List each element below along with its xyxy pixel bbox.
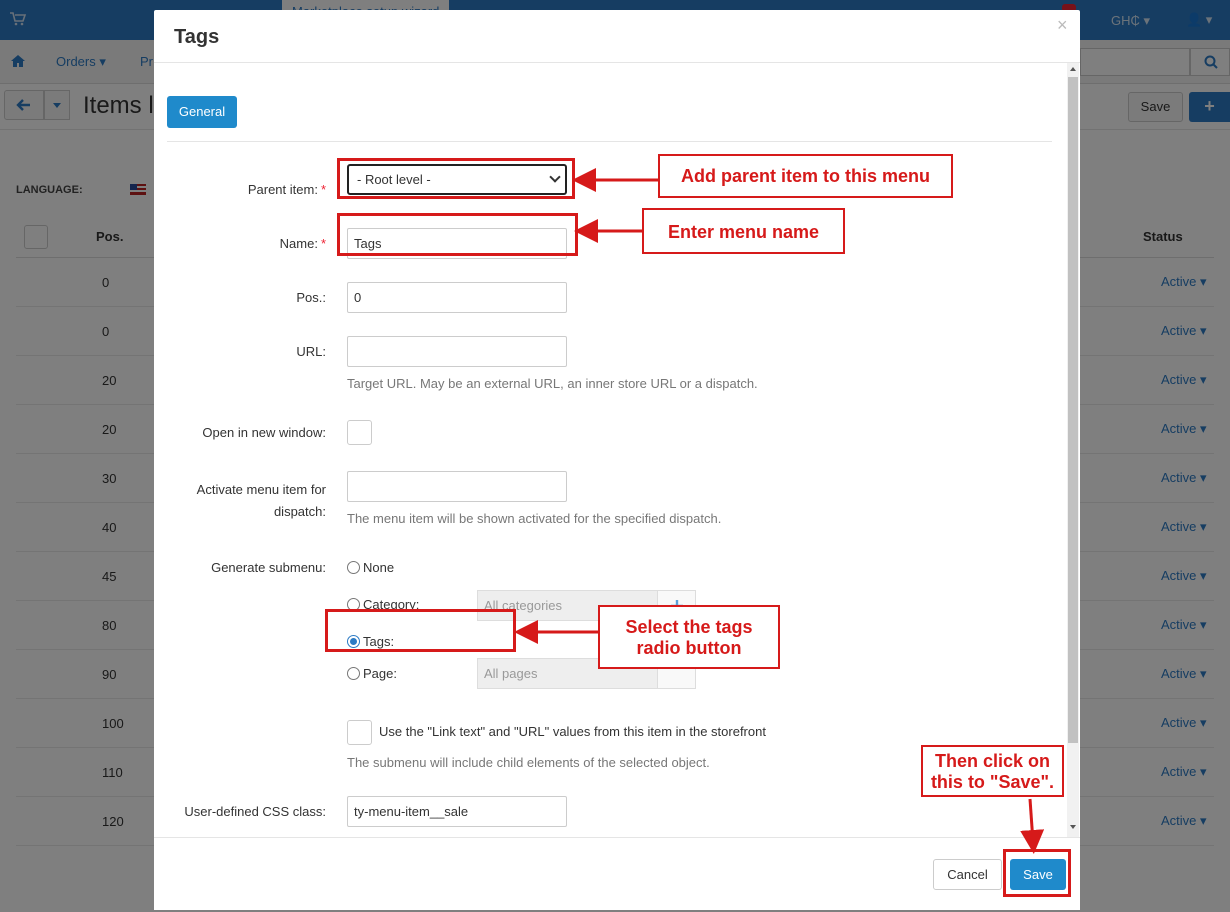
generate-submenu-label: Generate submenu: [211, 560, 326, 575]
url-help: Target URL. May be an external URL, an inner store URL or a dispatch. [347, 376, 758, 391]
new-window-label: Open in new window: [202, 425, 326, 440]
callout-save: Then click on this to "Save". [921, 745, 1064, 797]
radio-tags-label: Tags: [363, 634, 395, 649]
cancel-button[interactable]: Cancel [933, 859, 1002, 890]
css-class-label: User-defined CSS class: [184, 804, 326, 819]
name-input[interactable]: Tags [347, 228, 567, 259]
use-link-text-label: Use the "Link text" and "URL" values from this item in the storefront [379, 724, 766, 739]
submenu-help: The submenu will include child elements of the selected object. [347, 755, 710, 770]
url-label: URL: [296, 344, 326, 359]
pos-input[interactable]: 0 [347, 282, 567, 313]
page-picker-input[interactable]: All pages [477, 658, 658, 689]
radio-page-label: Page: [363, 666, 397, 681]
radio-none-label: None [363, 560, 395, 575]
css-class-input[interactable]: ty-menu-item__sale [347, 796, 567, 827]
name-label: Name: * [279, 236, 326, 251]
callout-tags: Select the tags radio button [598, 605, 780, 669]
arrow-save [1030, 799, 1033, 842]
save-button[interactable]: Save [1010, 859, 1066, 890]
radio-category-label: Category: [363, 597, 420, 612]
parent-item-select[interactable]: - Root level - [347, 164, 567, 195]
category-picker-input[interactable]: All categories [477, 590, 658, 621]
callout-name: Enter menu name [642, 208, 845, 254]
activate-dispatch-label: Activate menu item for dispatch: [196, 482, 326, 519]
pos-label: Pos.: [296, 290, 326, 305]
dialog-title: Tags [174, 26, 220, 48]
close-icon[interactable]: × [1057, 15, 1068, 35]
parent-item-label: Parent item: * [247, 182, 326, 197]
tab-general[interactable]: General [167, 96, 237, 128]
activate-dispatch-help: The menu item will be shown activated for the specified dispatch. [347, 511, 722, 526]
callout-parent-item: Add parent item to this menu [658, 154, 953, 198]
